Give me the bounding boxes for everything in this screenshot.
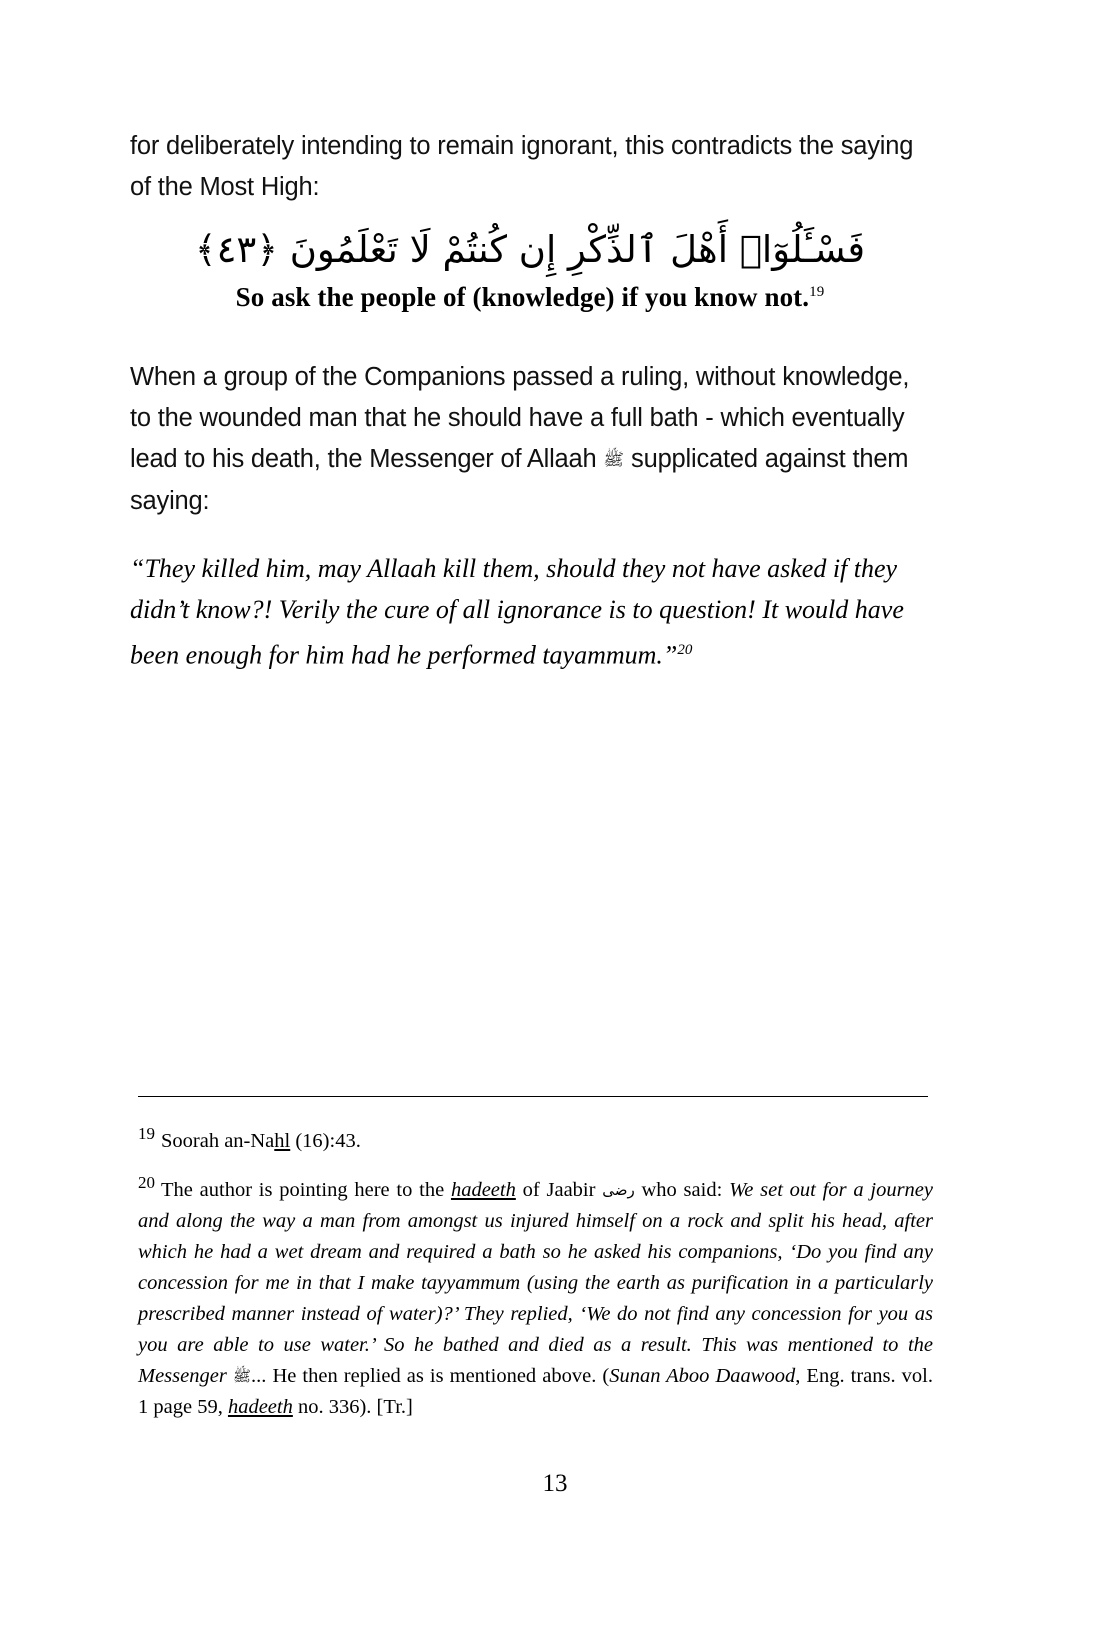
footnote-20-after-glyph: ... He then replied as is mentioned above. ( <box>251 1364 610 1387</box>
footnote-20-lead3: who said: <box>634 1178 730 1201</box>
quran-verse-translation <box>130 282 930 313</box>
paragraph-companions-part2: supplicated against them saying: <box>130 444 909 515</box>
salawat-glyph-icon: ﷺ <box>603 449 624 470</box>
footnote-number-20: 20 <box>138 1172 155 1192</box>
salawat-glyph-icon-footnote: ﷺ <box>232 1366 252 1385</box>
hadith-quotation-text: “They killed him, may Allaah kill them, should they not have asked if they didn’t know?! Verily the cure of all ignorance is to question! It would have been enough for him had he performed tayammum.” <box>130 553 904 670</box>
footnote-item-20 <box>138 1167 933 1423</box>
hadith-quotation <box>130 548 930 676</box>
paragraph-intro: for deliberately intending to remain ignorant, this contradicts the saying of the Most High: <box>130 132 914 201</box>
footnote-20-lead1: The author is pointing here to the <box>161 1178 451 1201</box>
footnote-19-rest: (16):43. <box>290 1129 361 1152</box>
footnote-20-hadeeth-word-2: hadeeth <box>227 1395 293 1418</box>
footnote-20-source-title: Sunan Aboo Daawood <box>609 1364 796 1387</box>
quran-verse-arabic: فَسْـَٔلُوٓا۟ أَهْلَ ٱلذِّكْرِ إِن كُنتُمْ لَا تَعْلَمُونَ ﴿٤٣﴾ <box>194 228 866 271</box>
footnotes-section <box>138 1118 933 1433</box>
footnote-20-tail: no. 336). [Tr.] <box>292 1395 413 1418</box>
footnote-20-lead2: of Jaabir <box>515 1178 603 1201</box>
footnote-19-text: Soorah an-Na <box>161 1129 275 1152</box>
footnote-19-underlined: hl <box>274 1129 291 1152</box>
footnote-ref-19: 19 <box>809 283 825 300</box>
footnote-ref-20: 20 <box>677 641 693 658</box>
radiallahu-anhu-glyph-icon: رضی <box>602 1180 635 1199</box>
page-number: 13 <box>542 1470 568 1497</box>
paragraph-companions-part1: When a group of the Companions passed a ruling, without knowledge, to the wounded man that he should have a full bath - which eventually lead to his death, the Messenger of Allaah <box>130 362 910 473</box>
footnote-separator-rule <box>138 1096 928 1097</box>
verse-translation-text: So ask the people of (knowledge) if you know not. <box>235 281 810 312</box>
footnote-number-19: 19 <box>138 1124 155 1143</box>
footnote-20-quote: We set out for a journey and along the way a man from amongst us injured himself on a rock and split his head, after which he had a wet dream and required a bath so he asked his companions, ‘Do you find any concession for me in that I make tayyammum (using the earth as purification in a particularly prescribed manner instead of water)?’ They replied, ‘We do not find any concession for you as you are able to use water.’ So he bathed and died as a result. This was mentioned to the Messenger <box>138 1178 933 1387</box>
page-body <box>130 126 930 701</box>
footnote-20-hadeeth-word: hadeeth <box>450 1178 516 1201</box>
footnote-20-source-rest: , Eng. trans. vol. 1 page 59, <box>138 1364 933 1418</box>
paragraph-companions <box>130 357 930 522</box>
footnote-item-19 <box>138 1118 933 1157</box>
